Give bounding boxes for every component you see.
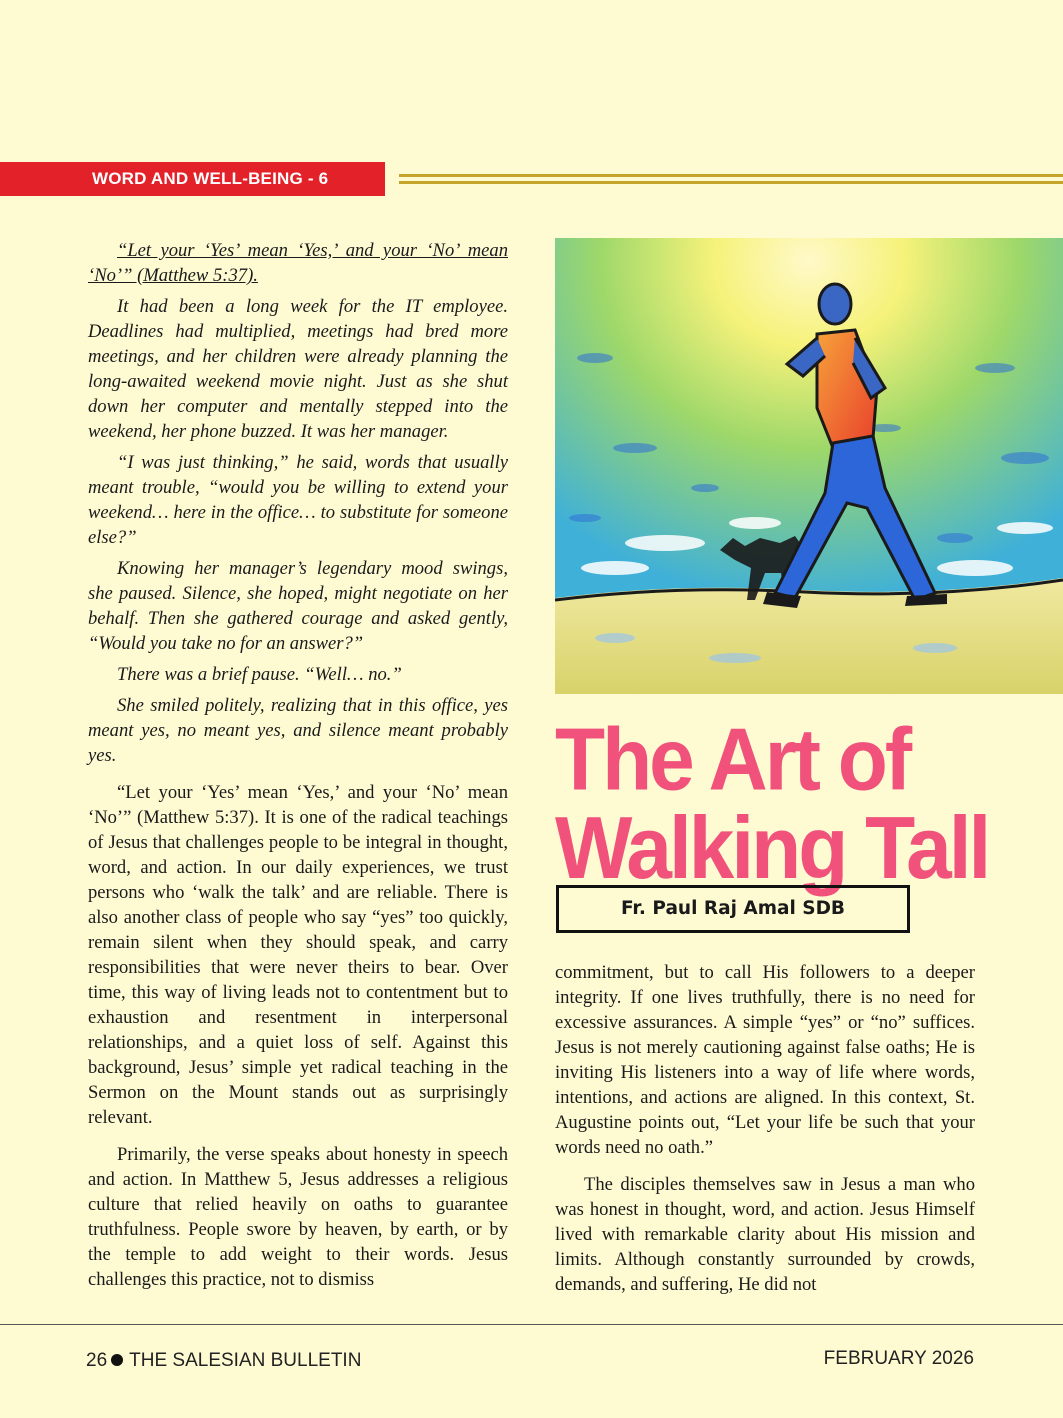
- walking-man-illustration: [555, 238, 1063, 694]
- right-column: [555, 960, 975, 1309]
- left-column: [88, 238, 508, 1298]
- body-paragraph-1: “Let your ‘Yes’ mean ‘Yes,’ and your ‘No’ mean ‘No’” (Matthew 5:37). It is one of the radical teachings of Jesus that challenges people to be integral in thought, word, and action. In our daily experiences, we trust persons who ‘walk the talk’ and are reliable. There is also another class of people who say “yes” too quickly, remain silent when they should speak, and carry responsibilities that were never theirs to bear. Over time, this way of living leads not to contentment but to exhaustion and resentment in interpersonal relationships, and a quiet loss of self. Against this background, Jesus’ simple yet radical teaching in the Sermon on the Mount stands out as surprisingly relevant.: [88, 782, 508, 1128]
- article-title-line-2: Walking Tall: [555, 799, 989, 898]
- bullet-dot-icon: [111, 1354, 123, 1366]
- section-label: WORD AND WELL-BEING - 6: [0, 162, 385, 196]
- story-paragraph-4: There was a brief pause. “Well… no.”: [117, 664, 402, 685]
- story-paragraph-5: She smiled politely, realizing that in this office, yes meant yes, no meant yes, and silence meant probably yes.: [88, 695, 508, 766]
- issue-date: FEBRUARY 2026: [823, 1348, 974, 1369]
- header-rule-top: [399, 174, 1063, 177]
- article-title: [555, 710, 1055, 898]
- footer-publication: [86, 1350, 361, 1372]
- author-byline: Fr. Paul Raj Amal SDB: [556, 885, 910, 933]
- page-number: 26: [86, 1350, 108, 1371]
- footer-rule: [0, 1324, 1063, 1325]
- epigraph-quote: “Let your ‘Yes’ mean ‘Yes,’ and your ‘No’ mean ‘No’” (Matthew 5:37).: [88, 240, 508, 286]
- article-title-line-1: The Art of: [555, 710, 910, 809]
- publication-name: THE SALESIAN BULLETIN: [129, 1350, 362, 1371]
- story-paragraph-3: Knowing her manager’s legendary mood swings, she paused. Silence, she hoped, might negotiate on her behalf. Then she gathered courage and asked gently, “Would you take no for an answer?”: [88, 558, 508, 654]
- walking-man-with-dog-painting-icon: [555, 238, 1063, 694]
- story-paragraph-2: “I was just thinking,” he said, words that usually meant trouble, “would you be willing to extend your weekend… here in the office… to substitute for someone else?”: [88, 452, 508, 548]
- header-rule-bottom: [399, 181, 1063, 184]
- body-paragraph-3: commitment, but to call His followers to a deeper integrity. If one lives truthfully, there is no need for excessive assurances. A simple “yes” or “no” suffices. Jesus is not merely cautioning against false oaths; He is inviting His listeners into a way of life where words, intentions, and actions are aligned. In this context, St. Augustine points out, “Let your life be such that your words need no oath.”: [555, 962, 975, 1158]
- body-paragraph-2: Primarily, the verse speaks about honesty in speech and action. In Matthew 5, Jesus addresses a religious culture that relied heavily on oaths to guarantee truthfulness. People swore by heaven, by earth, or by the temple to add weight to their words. Jesus challenges this practice, not to dismiss: [88, 1144, 508, 1290]
- story-paragraph-1: It had been a long week for the IT employee. Deadlines had multiplied, meetings had bred more meetings, and her children were already planning the long-awaited weekend movie night. Just as she shut down her computer and mentally stepped into the weekend, her phone buzzed. It was her manager.: [88, 296, 508, 442]
- body-paragraph-4: The disciples themselves saw in Jesus a man who was honest in thought, word, and action. Jesus Himself lived with remarkable clarity about His mission and limits. Although constantly surrounded by crowds, demands, and suffering, He did not: [555, 1174, 975, 1295]
